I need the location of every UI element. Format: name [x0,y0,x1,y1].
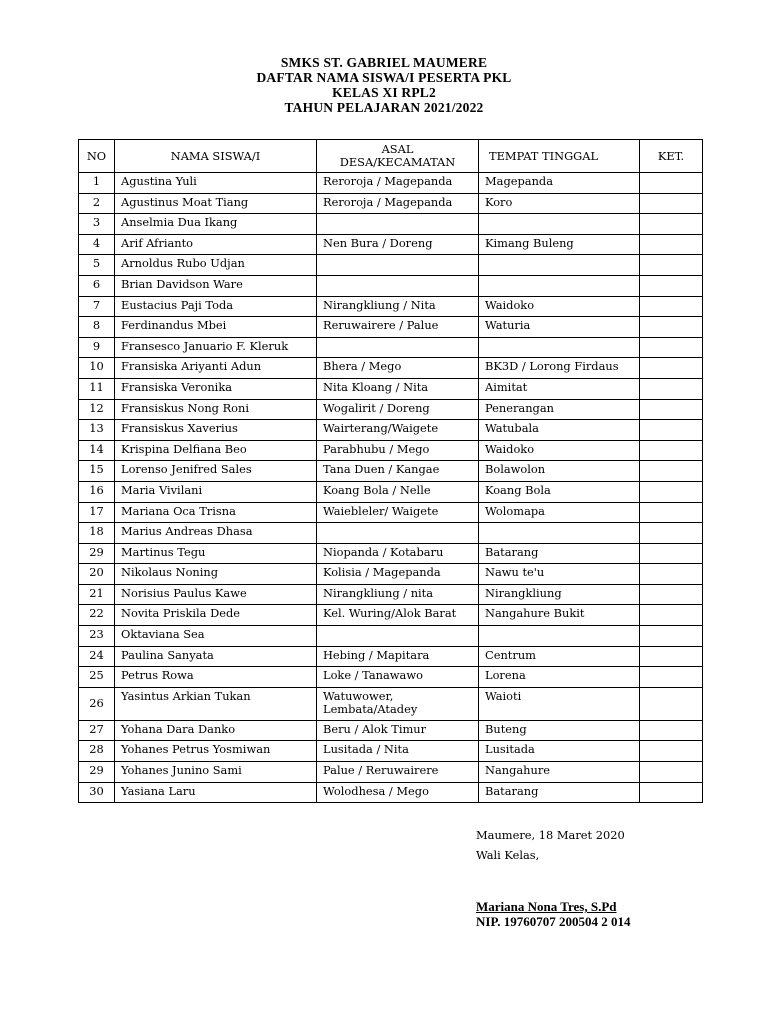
cell-asal: Palue / Reruwairere [317,762,479,783]
cell-no: 18 [79,523,115,544]
cell-tempat: BK3D / Lorong Firdaus [479,358,640,379]
cell-nama: Nikolaus Noning [115,564,317,585]
cell-nama: Martinus Tegu [115,543,317,564]
cell-tempat: Batarang [479,543,640,564]
cell-no: 10 [79,358,115,379]
table-row [79,605,703,626]
cell-ket [640,399,703,420]
cell-asal: Koang Bola / Nelle [317,481,479,502]
cell-asal: Lusitada / Nita [317,741,479,762]
cell-no: 11 [79,378,115,399]
cell-ket [640,741,703,762]
table-row [79,337,703,358]
cell-asal: Reroroja / Magepanda [317,193,479,214]
cell-tempat: Centrum [479,646,640,667]
cell-ket [640,523,703,544]
signer-nip: NIP. 19760707 200504 2 014 [476,914,631,929]
cell-asal [317,626,479,647]
cell-asal [317,337,479,358]
cell-tempat: Waioti [479,687,640,720]
table-row [79,687,703,720]
cell-no: 8 [79,317,115,338]
cell-ket [640,646,703,667]
cell-ket [640,626,703,647]
table-row [79,626,703,647]
cell-no: 17 [79,502,115,523]
cell-nama: Fransiska Ariyanti Adun [115,358,317,379]
cell-asal: Nirangkliung / Nita [317,296,479,317]
academic-year: TAHUN PELAJARAN 2021/2022 [284,100,484,115]
column-header-asal: ASAL DESA/KECAMATAN [317,140,479,173]
cell-nama: Ferdinandus Mbei [115,317,317,338]
cell-asal: Niopanda / Kotabaru [317,543,479,564]
cell-ket [640,605,703,626]
cell-no: 24 [79,646,115,667]
table-row [79,399,703,420]
table-header-row [79,140,703,173]
cell-no: 15 [79,461,115,482]
cell-nama: Mariana Oca Trisna [115,502,317,523]
cell-ket [640,440,703,461]
cell-nama: Yohanes Petrus Yosmiwan [115,741,317,762]
cell-tempat: Magepanda [479,173,640,194]
cell-ket [640,255,703,276]
cell-tempat [479,275,640,296]
table-row [79,461,703,482]
cell-asal: Wogalirit / Doreng [317,399,479,420]
cell-tempat: Waidoko [479,440,640,461]
cell-no: 7 [79,296,115,317]
school-name: SMKS ST. GABRIEL MAUMERE [280,55,488,70]
table-row [79,420,703,441]
cell-tempat: Kimang Buleng [479,234,640,255]
cell-ket [640,543,703,564]
cell-tempat [479,626,640,647]
document-title: DAFTAR NAMA SISWA/I PESERTA PKL [256,70,512,85]
cell-ket [640,481,703,502]
cell-nama: Krispina Delfiana Beo [115,440,317,461]
table-row [79,234,703,255]
cell-ket [640,317,703,338]
cell-no: 21 [79,584,115,605]
cell-nama: Fransiskus Nong Roni [115,399,317,420]
place-date: Maumere, 18 Maret 2020 [476,828,625,842]
cell-tempat [479,214,640,235]
table-row [79,543,703,564]
cell-tempat: Nawu te'u [479,564,640,585]
column-header-ket: KET. [640,140,703,173]
table-row [79,481,703,502]
cell-no: 14 [79,440,115,461]
column-header-no: NO [79,140,115,173]
cell-tempat: Aimitat [479,378,640,399]
table-row [79,317,703,338]
cell-ket [640,461,703,482]
cell-asal: Wolodhesa / Mego [317,782,479,803]
cell-asal: Watuwower, Lembata/Atadey [317,687,479,720]
cell-nama: Eustacius Paji Toda [115,296,317,317]
cell-no: 1 [79,173,115,194]
cell-tempat: Nirangkliung [479,584,640,605]
cell-nama: Norisius Paulus Kawe [115,584,317,605]
cell-asal: Bhera / Mego [317,358,479,379]
cell-ket [640,296,703,317]
cell-no: 20 [79,564,115,585]
cell-no: 26 [79,687,115,720]
table-row [79,502,703,523]
cell-no: 4 [79,234,115,255]
cell-ket [640,337,703,358]
table-row [79,667,703,688]
cell-tempat [479,523,640,544]
cell-tempat: Wolomapa [479,502,640,523]
table-row [79,782,703,803]
cell-tempat: Lorena [479,667,640,688]
cell-no: 5 [79,255,115,276]
cell-ket [640,502,703,523]
cell-ket [640,378,703,399]
cell-ket [640,275,703,296]
table-row [79,523,703,544]
table-body [79,173,703,803]
cell-nama: Agustina Yuli [115,173,317,194]
cell-asal: Wairterang/Waigete [317,420,479,441]
cell-nama: Arnoldus Rubo Udjan [115,255,317,276]
cell-no: 9 [79,337,115,358]
cell-nama: Arif Afrianto [115,234,317,255]
cell-nama: Brian Davidson Ware [115,275,317,296]
cell-nama: Yohana Dara Danko [115,720,317,741]
cell-asal: Nen Bura / Doreng [317,234,479,255]
cell-tempat: Koang Bola [479,481,640,502]
cell-ket [640,420,703,441]
cell-no: 16 [79,481,115,502]
cell-nama: Oktaviana Sea [115,626,317,647]
cell-asal: Kolisia / Magepanda [317,564,479,585]
cell-ket [640,193,703,214]
cell-ket [640,234,703,255]
cell-tempat: Watubala [479,420,640,441]
cell-tempat [479,255,640,276]
cell-no: 22 [79,605,115,626]
cell-nama: Yasiana Laru [115,782,317,803]
cell-ket [640,358,703,379]
cell-asal: Reroroja / Magepanda [317,173,479,194]
table-row [79,440,703,461]
table-row [79,173,703,194]
table-row [79,296,703,317]
cell-no: 23 [79,626,115,647]
cell-nama: Paulina Sanyata [115,646,317,667]
table-row [79,584,703,605]
cell-tempat: Bolawolon [479,461,640,482]
cell-no: 25 [79,667,115,688]
cell-tempat: Buteng [479,720,640,741]
cell-no: 13 [79,420,115,441]
cell-no: 28 [79,741,115,762]
table-row [79,358,703,379]
table-row [79,378,703,399]
cell-asal: Reruwairere / Palue [317,317,479,338]
column-header-nama: NAMA SISWA/I [115,140,317,173]
cell-nama: Yohanes Junino Sami [115,762,317,783]
table-row [79,741,703,762]
cell-asal: Loke / Tanawawo [317,667,479,688]
cell-tempat: Waidoko [479,296,640,317]
cell-tempat [479,337,640,358]
table-row [79,762,703,783]
class-name: KELAS XI RPL2 [332,85,436,100]
signer-role: Wali Kelas, [476,848,540,862]
cell-ket [640,173,703,194]
cell-asal [317,275,479,296]
cell-asal: Beru / Alok Timur [317,720,479,741]
cell-tempat: Nangahure [479,762,640,783]
table-row [79,564,703,585]
cell-no: 6 [79,275,115,296]
cell-no: 2 [79,193,115,214]
table-row [79,255,703,276]
cell-asal [317,523,479,544]
cell-no: 29 [79,543,115,564]
cell-asal: Parabhubu / Mego [317,440,479,461]
cell-asal: Nita Kloang / Nita [317,378,479,399]
cell-nama: Fransiska Veronika [115,378,317,399]
cell-nama: Novita Priskila Dede [115,605,317,626]
cell-asal: Kel. Wuring/Alok Barat [317,605,479,626]
cell-tempat: Waturia [479,317,640,338]
cell-asal [317,214,479,235]
table-row [79,214,703,235]
cell-no: 3 [79,214,115,235]
cell-ket [640,584,703,605]
cell-tempat: Koro [479,193,640,214]
cell-nama: Yasintus Arkian Tukan [115,687,317,720]
cell-nama: Marius Andreas Dhasa [115,523,317,544]
cell-ket [640,214,703,235]
table-row [79,193,703,214]
cell-no: 30 [79,782,115,803]
cell-asal: Hebing / Mapitara [317,646,479,667]
cell-tempat: Penerangan [479,399,640,420]
cell-asal: Waiebleler/ Waigete [317,502,479,523]
cell-nama: Maria Vivilani [115,481,317,502]
cell-nama: Agustinus Moat Tiang [115,193,317,214]
cell-tempat: Nangahure Bukit [479,605,640,626]
cell-tempat: Batarang [479,782,640,803]
cell-ket [640,782,703,803]
cell-asal: Tana Duen / Kangae [317,461,479,482]
cell-tempat: Lusitada [479,741,640,762]
table-row [79,646,703,667]
signer-name: Mariana Nona Tres, S.Pd [476,899,617,914]
table-row [79,275,703,296]
cell-ket [640,564,703,585]
cell-ket [640,762,703,783]
cell-ket [640,720,703,741]
document-header [0,55,768,115]
table-row [79,720,703,741]
cell-no: 27 [79,720,115,741]
cell-ket [640,667,703,688]
cell-nama: Lorenso Jenifred Sales [115,461,317,482]
cell-nama: Fransiskus Xaverius [115,420,317,441]
cell-no: 12 [79,399,115,420]
cell-asal [317,255,479,276]
cell-nama: Fransesco Januario F. Kleruk [115,337,317,358]
cell-ket [640,687,703,720]
cell-asal: Nirangkliung / nita [317,584,479,605]
cell-nama: Petrus Rowa [115,667,317,688]
signature-block [476,825,630,929]
cell-no: 29 [79,762,115,783]
cell-nama: Anselmia Dua Ikang [115,214,317,235]
student-roster-table [78,139,703,803]
column-header-tempat: TEMPAT TINGGAL [479,140,640,173]
